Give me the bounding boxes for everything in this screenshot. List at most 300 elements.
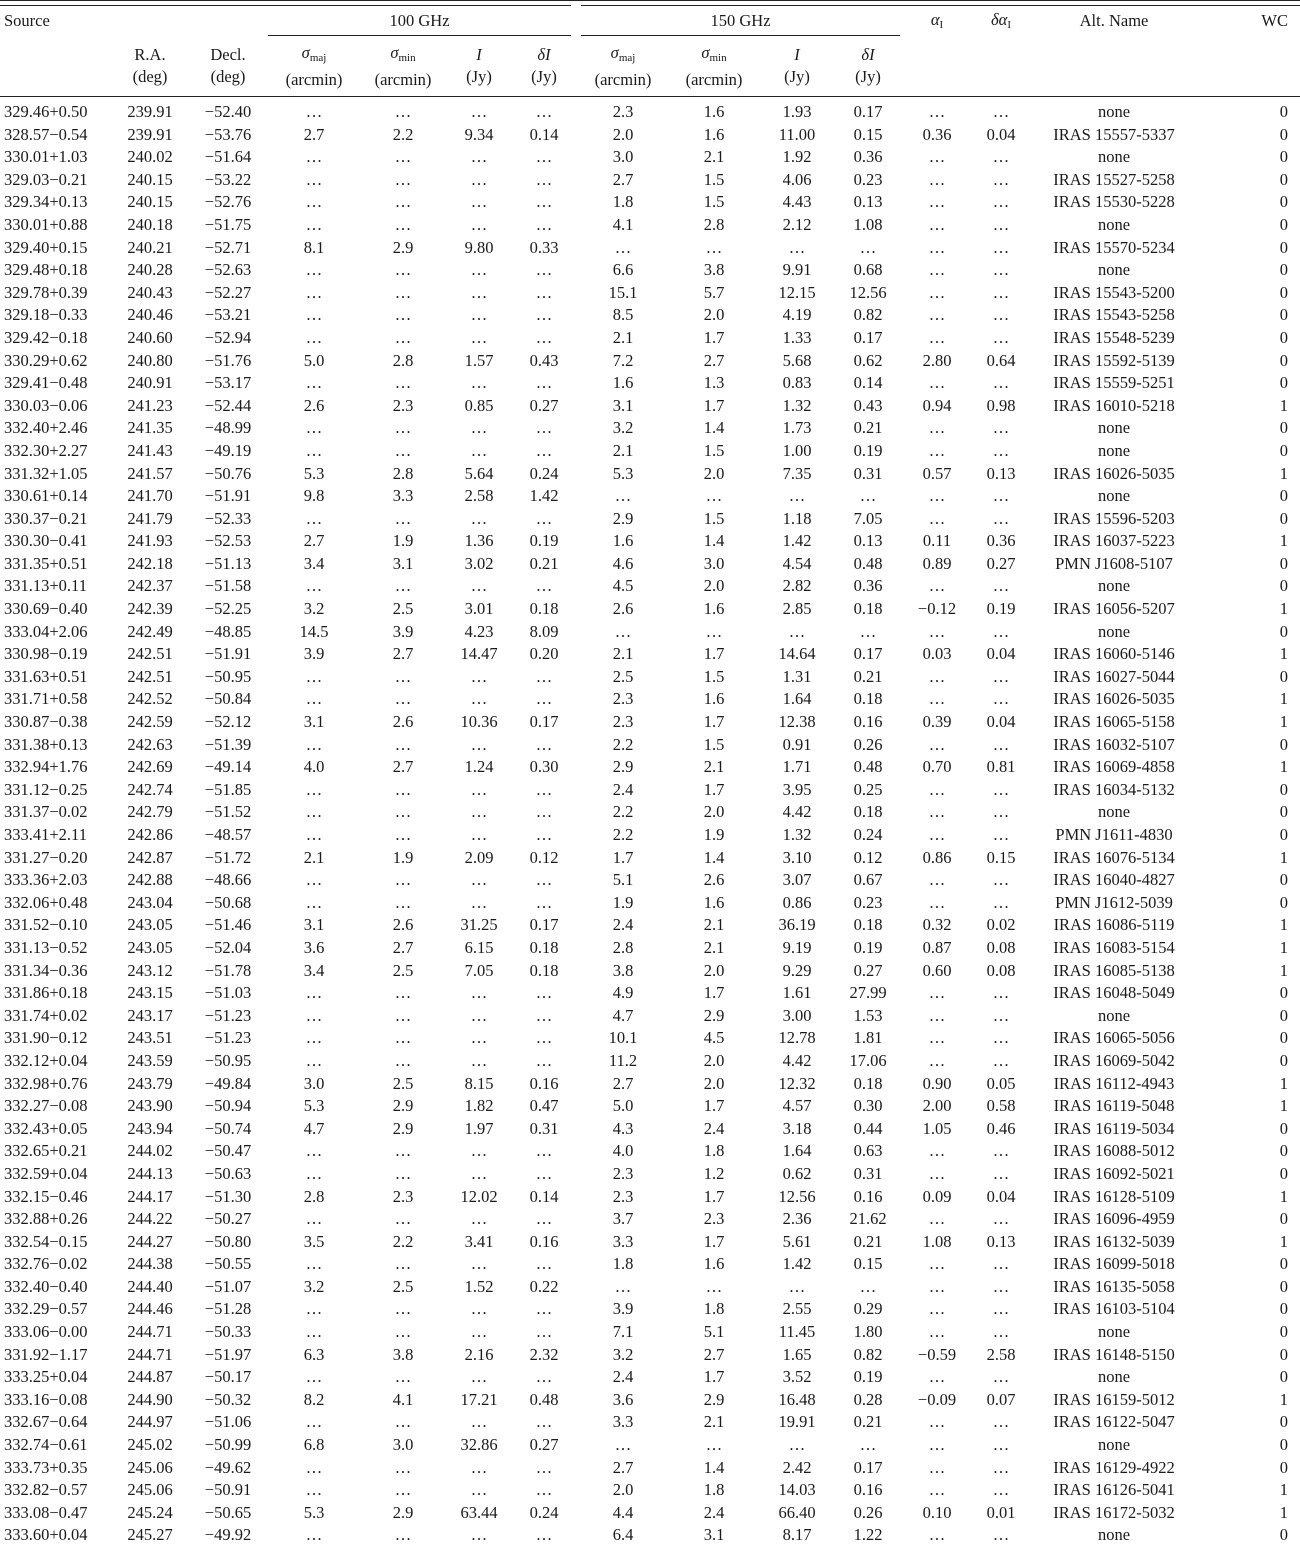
cell-150-flux: 11.45: [778, 1322, 816, 1342]
cell-wc: 1: [1279, 689, 1288, 709]
cell-alpha: …: [928, 418, 946, 438]
cell-wc: 0: [1279, 1367, 1288, 1387]
cell-100-sigma-maj: …: [305, 373, 323, 393]
cell-ra: 241.79: [127, 508, 173, 528]
table-row: [0, 1524, 1300, 1547]
cell-150-sigma-min: 4.5: [703, 1028, 725, 1048]
cell-150-dflux: 0.21: [853, 666, 883, 686]
cell-150-flux: 1.64: [782, 1141, 812, 1161]
cell-150-sigma-min: 1.9: [703, 825, 725, 844]
cell-wc: 0: [1279, 508, 1288, 528]
cell-alpha: 0.39: [922, 712, 952, 732]
cell-150-sigma-maj: 2.7: [612, 1457, 634, 1477]
cell-alpha: …: [928, 102, 946, 121]
table-row: [0, 259, 1300, 282]
table-row: [0, 485, 1300, 508]
cell-alpha: …: [928, 1322, 946, 1342]
cell-100-sigma-min: …: [394, 892, 412, 912]
cell-source: 331.90−0.12: [4, 1028, 88, 1048]
cell-150-sigma-maj: 15.1: [608, 282, 638, 302]
cell-alt-name: IRAS 16010-5218: [1053, 395, 1175, 415]
cell-100-sigma-maj: …: [305, 802, 323, 822]
table-row: [0, 960, 1300, 983]
cell-dec: −50.91: [204, 1480, 252, 1500]
cell-150-flux: 12.32: [778, 1073, 816, 1093]
cell-100-flux: 12.02: [460, 1186, 498, 1206]
cell-100-sigma-min: 2.8: [392, 463, 414, 483]
cell-100-sigma-maj: 3.1: [303, 712, 325, 732]
cell-alpha: …: [928, 169, 946, 189]
cell-150-sigma-maj: 3.0: [612, 147, 634, 167]
cell-alt-name: IRAS 16027-5044: [1053, 666, 1175, 686]
cell-dalpha: 0.04: [986, 644, 1016, 664]
cell-100-flux: …: [470, 734, 488, 754]
cell-dalpha: …: [992, 373, 1010, 393]
cell-wc: 0: [1279, 1254, 1288, 1274]
cell-100-flux: …: [470, 418, 488, 438]
cell-alpha: …: [928, 1050, 946, 1070]
cell-100-dflux: …: [535, 666, 553, 686]
cell-ra: 243.51: [127, 1028, 173, 1048]
cell-source: 333.41+2.11: [4, 825, 87, 844]
cell-alpha: 0.87: [922, 937, 952, 957]
cell-100-flux: …: [470, 440, 488, 460]
cell-100-sigma-min: …: [394, 734, 412, 754]
cell-150-sigma-maj: 3.3: [612, 1412, 634, 1432]
cell-alpha: …: [928, 192, 946, 212]
cell-100-flux: 3.41: [464, 1231, 494, 1251]
table-row: [0, 1479, 1300, 1502]
cell-100-sigma-maj: …: [305, 983, 323, 1003]
cell-dec: −50.63: [204, 1163, 252, 1183]
cell-150-dflux: 0.12: [853, 847, 883, 867]
cell-dalpha: 0.08: [986, 937, 1016, 957]
cell-150-sigma-maj: 2.3: [612, 712, 634, 732]
cell-wc: 0: [1279, 440, 1288, 460]
cell-100-dflux: 0.17: [529, 915, 559, 935]
cell-wc: 1: [1279, 712, 1288, 732]
cell-alpha: …: [928, 1254, 946, 1274]
cell-dalpha: …: [992, 1457, 1010, 1477]
cell-150-sigma-maj: 4.1: [612, 214, 634, 234]
cell-100-sigma-min: 3.3: [392, 486, 414, 506]
cell-150-flux: 14.64: [778, 644, 816, 664]
cell-150-sigma-min: 2.3: [703, 1209, 725, 1229]
cell-100-flux: 2.09: [464, 847, 494, 867]
cell-100-flux: …: [470, 1367, 488, 1387]
cell-ra: 240.02: [127, 147, 173, 167]
cell-100-dflux: 1.42: [529, 486, 559, 506]
cell-150-flux: 9.91: [782, 260, 812, 280]
cell-ra: 244.17: [127, 1186, 173, 1206]
cell-ra: 242.79: [127, 802, 173, 822]
cell-dec: −49.84: [204, 1073, 252, 1093]
cell-100-sigma-min: 2.6: [392, 712, 414, 732]
cell-alt-name: IRAS 15596-5203: [1053, 508, 1175, 528]
cell-source: 332.15−0.46: [4, 1186, 88, 1206]
cell-100-flux: 63.44: [460, 1502, 498, 1522]
cell-100-sigma-min: 2.5: [392, 1276, 414, 1296]
cell-100-sigma-min: …: [394, 1005, 412, 1025]
cell-100-dflux: …: [535, 576, 553, 596]
cell-source: 333.36+2.03: [4, 870, 88, 890]
cell-alpha: …: [928, 779, 946, 799]
cell-150-flux: 16.48: [778, 1389, 816, 1409]
cell-source: 332.67−0.64: [4, 1412, 88, 1432]
cell-150-dflux: 0.48: [853, 757, 883, 777]
cell-source: 331.63+0.51: [4, 666, 88, 686]
cell-100-sigma-min: 3.8: [392, 1344, 414, 1364]
cell-150-dflux: 21.62: [849, 1209, 887, 1229]
cell-100-sigma-maj: 3.2: [303, 1276, 325, 1296]
cell-alt-name: IRAS 16122-5047: [1053, 1412, 1175, 1432]
cell-alt-name: IRAS 16069-5042: [1053, 1050, 1175, 1070]
cell-ra: 245.27: [127, 1525, 173, 1545]
cell-100-sigma-min: 1.9: [392, 531, 414, 551]
cell-dalpha: …: [992, 1005, 1010, 1025]
cell-dalpha: …: [992, 169, 1010, 189]
cell-100-sigma-min: …: [394, 802, 412, 822]
cell-150-dflux: 0.36: [853, 576, 883, 596]
cell-150-sigma-maj: 3.7: [612, 1209, 634, 1229]
cell-ra: 242.51: [127, 666, 173, 686]
cell-150-sigma-min: 3.8: [703, 260, 725, 280]
cell-dec: −51.91: [204, 486, 252, 506]
cell-150-sigma-maj: 2.0: [612, 124, 634, 144]
cell-source: 330.69−0.40: [4, 599, 88, 619]
cell-alt-name: PMN J1611-4830: [1055, 825, 1173, 844]
cell-wc: 1: [1279, 1480, 1288, 1500]
cell-dec: −51.06: [204, 1412, 252, 1432]
cell-alt-name: IRAS 16119-5048: [1053, 1096, 1175, 1116]
cell-100-dflux: 0.24: [529, 1502, 559, 1522]
cell-alt-name: none: [1097, 1005, 1131, 1025]
cell-dalpha: 0.81: [986, 757, 1016, 777]
cell-100-sigma-maj: …: [305, 1050, 323, 1070]
cell-source: 331.52−0.10: [4, 915, 88, 935]
cell-source: 329.03−0.21: [4, 169, 88, 189]
cell-dalpha: …: [992, 1525, 1010, 1545]
cell-source: 333.04+2.06: [4, 621, 88, 641]
cell-alt-name: none: [1097, 802, 1131, 822]
cell-150-flux: 11.00: [778, 124, 816, 144]
cell-dec: −51.64: [204, 147, 252, 167]
cell-100-dflux: 0.27: [529, 1435, 559, 1455]
cell-150-sigma-min: 1.5: [703, 508, 725, 528]
cell-wc: 0: [1279, 1005, 1288, 1025]
cell-100-flux: …: [470, 870, 488, 890]
cell-150-sigma-min: 2.8: [703, 214, 725, 234]
cell-100-flux: …: [470, 1209, 488, 1229]
cell-150-sigma-maj: 10.1: [608, 1028, 638, 1048]
cell-100-dflux: 0.19: [529, 531, 559, 551]
cell-source: 330.01+0.88: [4, 214, 88, 234]
cell-100-flux: 17.21: [460, 1389, 498, 1409]
cell-100-sigma-maj: …: [305, 1412, 323, 1432]
cell-150-sigma-maj: 3.9: [612, 1299, 634, 1319]
cell-150-dflux: 0.43: [853, 395, 883, 415]
cell-150-dflux: 0.18: [853, 1073, 883, 1093]
cell-100-sigma-maj: …: [305, 1254, 323, 1274]
cell-150-sigma-maj: 1.8: [612, 192, 634, 212]
cell-100-sigma-min: 2.5: [392, 599, 414, 619]
cell-150-flux: 2.36: [782, 1209, 812, 1229]
cell-100-dflux: …: [535, 1141, 553, 1161]
cell-150-flux: 1.65: [782, 1344, 812, 1364]
cell-100-sigma-min: …: [394, 192, 412, 212]
cell-dalpha: …: [992, 260, 1010, 280]
cell-100-sigma-maj: …: [305, 734, 323, 754]
cell-100-flux: …: [470, 373, 488, 393]
cell-100-sigma-min: 2.3: [392, 1186, 414, 1206]
cell-100-sigma-min: …: [394, 983, 412, 1003]
cell-100-dflux: …: [535, 327, 553, 347]
cell-150-sigma-min: 2.0: [703, 1073, 725, 1093]
cell-wc: 0: [1279, 825, 1288, 844]
cell-150-dflux: 0.19: [853, 937, 883, 957]
cell-100-flux: …: [470, 327, 488, 347]
cell-150-dflux: 0.48: [853, 553, 883, 573]
cell-100-dflux: 0.18: [529, 599, 559, 619]
cell-150-sigma-min: 1.7: [703, 1367, 725, 1387]
cell-100-sigma-min: …: [394, 1412, 412, 1432]
cell-150-dflux: 0.24: [853, 825, 883, 844]
cell-100-dflux: …: [535, 260, 553, 280]
cell-150-sigma-min: 1.5: [703, 734, 725, 754]
table-row: [0, 1027, 1300, 1050]
cell-alt-name: IRAS 16096-4959: [1053, 1209, 1175, 1229]
cell-150-dflux: …: [859, 237, 877, 257]
cell-dec: −50.55: [204, 1254, 252, 1274]
cell-100-sigma-min: …: [394, 214, 412, 234]
cell-100-sigma-min: …: [394, 305, 412, 325]
cell-100-sigma-maj: …: [305, 1299, 323, 1319]
cell-100-sigma-maj: …: [305, 892, 323, 912]
cell-150-sigma-min: 2.0: [703, 305, 725, 325]
cell-150-sigma-min: 2.0: [703, 576, 725, 596]
cell-wc: 0: [1279, 892, 1288, 912]
cell-wc: 0: [1279, 779, 1288, 799]
cell-100-dflux: 0.14: [529, 124, 559, 144]
cell-100-dflux: …: [535, 892, 553, 912]
cell-150-flux: 1.33: [782, 327, 812, 347]
cell-100-dflux: …: [535, 440, 553, 460]
cell-source: 332.65+0.21: [4, 1141, 88, 1161]
cell-source: 331.12−0.25: [4, 779, 88, 799]
cell-150-sigma-min: 2.1: [703, 1412, 725, 1432]
cell-150-dflux: 0.21: [853, 1412, 883, 1432]
cell-dec: −52.27: [204, 282, 252, 302]
cell-100-flux: 2.16: [464, 1344, 494, 1364]
cell-100-sigma-maj: 3.5: [303, 1231, 325, 1251]
cell-dec: −51.78: [204, 960, 252, 980]
cell-dalpha: …: [992, 305, 1010, 325]
cell-100-sigma-maj: …: [305, 282, 323, 302]
cell-100-flux: …: [470, 1322, 488, 1342]
cell-150-dflux: 0.29: [853, 1299, 883, 1319]
table-row: [0, 1411, 1300, 1434]
cell-alt-name: IRAS 16032-5107: [1053, 734, 1175, 754]
cell-source: 331.92−1.17: [4, 1344, 88, 1364]
cell-150-sigma-maj: 7.2: [612, 350, 634, 370]
cell-source: 332.27−0.08: [4, 1096, 88, 1116]
cell-150-flux: 1.93: [782, 102, 812, 121]
cell-alpha: …: [928, 892, 946, 912]
cell-100-sigma-maj: 3.9: [303, 644, 325, 664]
cell-dalpha: 0.05: [986, 1073, 1016, 1093]
cell-wc: 0: [1279, 1525, 1288, 1545]
cell-alt-name: IRAS 16099-5018: [1053, 1254, 1175, 1274]
cell-100-sigma-min: 1.9: [392, 847, 414, 867]
cell-100-sigma-maj: 2.6: [303, 395, 325, 415]
table-row: [0, 1231, 1300, 1254]
cell-100-flux: …: [470, 666, 488, 686]
cell-source: 332.74−0.61: [4, 1435, 88, 1455]
cell-dalpha: …: [992, 486, 1010, 506]
cell-wc: 0: [1279, 1050, 1288, 1070]
cell-dec: −50.94: [204, 1096, 252, 1116]
cell-100-dflux: 0.17: [529, 712, 559, 732]
cell-150-flux: 0.83: [782, 373, 812, 393]
cell-ra: 242.87: [127, 847, 173, 867]
cell-150-dflux: 0.31: [853, 1163, 883, 1183]
cell-ra: 243.12: [127, 960, 173, 980]
cell-100-dflux: …: [535, 1209, 553, 1229]
cell-ra: 243.04: [127, 892, 173, 912]
cell-dec: −48.66: [204, 870, 252, 890]
cell-100-dflux: …: [535, 734, 553, 754]
col-wc-header: WC: [1261, 10, 1288, 30]
cell-dec: −52.12: [204, 712, 252, 732]
cell-150-flux: …: [788, 1276, 806, 1296]
cell-150-sigma-maj: 4.3: [612, 1118, 634, 1138]
cell-source: 330.03−0.06: [4, 395, 88, 415]
cell-150-sigma-maj: 3.1: [612, 395, 634, 415]
cell-150-sigma-maj: 3.8: [612, 960, 634, 980]
cell-100-sigma-maj: 4.7: [303, 1118, 325, 1138]
cell-100-sigma-maj: …: [305, 1163, 323, 1183]
cell-ra: 242.39: [127, 599, 173, 619]
cell-alpha: …: [928, 983, 946, 1003]
cell-source: 331.27−0.20: [4, 847, 88, 867]
table-row: [0, 146, 1300, 169]
cell-150-flux: 19.91: [778, 1412, 816, 1432]
cell-100-dflux: …: [535, 192, 553, 212]
cell-source: 332.59+0.04: [4, 1163, 88, 1183]
cell-100-sigma-min: 2.3: [392, 395, 414, 415]
table-row: [0, 327, 1300, 350]
cell-150-sigma-min: 3.1: [703, 1525, 725, 1545]
table-row: [0, 621, 1300, 644]
cell-alt-name: IRAS 16103-5104: [1053, 1299, 1175, 1319]
cell-100-sigma-maj: 9.8: [303, 486, 325, 506]
cell-100-sigma-min: 3.0: [392, 1435, 414, 1455]
cell-150-sigma-maj: 6.4: [612, 1525, 634, 1545]
table-row: [0, 869, 1300, 892]
cell-dalpha: 0.01: [986, 1502, 1016, 1522]
cell-source: 329.42−0.18: [4, 327, 88, 347]
cell-100-dflux: …: [535, 282, 553, 302]
cell-source: 330.98−0.19: [4, 644, 88, 664]
cell-100-flux: 32.86: [460, 1435, 498, 1455]
cell-source: 331.13−0.52: [4, 937, 88, 957]
cell-dec: −51.46: [204, 915, 252, 935]
cell-150-dflux: 0.18: [853, 599, 883, 619]
cell-ra: 242.51: [127, 644, 173, 664]
cell-dalpha: 0.15: [986, 847, 1016, 867]
cell-ra: 244.02: [127, 1141, 173, 1161]
table-row: [0, 1321, 1300, 1344]
cell-150-flux: 1.64: [782, 689, 812, 709]
cell-alt-name: IRAS 16076-5134: [1053, 847, 1175, 867]
cell-150-flux: 9.29: [782, 960, 812, 980]
table-row: [0, 1434, 1300, 1457]
cell-wc: 0: [1279, 1141, 1288, 1161]
col-dalpha-header: $\delta\alpha_I$: [990, 10, 1011, 32]
cell-ra: 242.74: [127, 779, 173, 799]
cell-dec: −50.74: [204, 1118, 252, 1138]
cell-150-flux: 4.19: [782, 305, 812, 325]
cell-100-sigma-min: …: [394, 418, 412, 438]
cell-150-sigma-min: 1.6: [703, 1254, 725, 1274]
cell-dec: −50.95: [204, 666, 252, 686]
col-dec-header: Decl. (deg): [210, 44, 246, 86]
cell-100-dflux: …: [535, 169, 553, 189]
cell-100-sigma-maj: …: [305, 1367, 323, 1387]
cell-dalpha: …: [992, 1367, 1010, 1387]
table-row: [0, 417, 1300, 440]
cell-100-flux: 1.97: [464, 1118, 494, 1138]
cell-100-dflux: …: [535, 508, 553, 528]
cell-150-sigma-maj: 2.9: [612, 757, 634, 777]
cell-150-dflux: 0.62: [853, 350, 883, 370]
cell-100-dflux: 8.09: [529, 621, 559, 641]
cell-100-sigma-maj: 2.8: [303, 1186, 325, 1206]
cell-150-dflux: 0.17: [853, 1457, 883, 1477]
cell-100-sigma-min: …: [394, 440, 412, 460]
cell-150-flux: 12.78: [778, 1028, 816, 1048]
cell-100-dflux: 0.43: [529, 350, 559, 370]
cell-dalpha: …: [992, 1480, 1010, 1500]
cell-150-flux: 3.07: [782, 870, 812, 890]
cell-wc: 0: [1279, 734, 1288, 754]
cell-dec: −52.94: [204, 327, 252, 347]
cell-150-dflux: 0.17: [853, 102, 883, 121]
cell-150-dflux: 27.99: [849, 983, 887, 1003]
cell-dalpha: 0.08: [986, 960, 1016, 980]
cell-150-sigma-min: …: [705, 621, 723, 641]
cell-source: 330.30−0.41: [4, 531, 88, 551]
cell-dec: −51.23: [204, 1005, 252, 1025]
cell-100-flux: …: [470, 1480, 488, 1500]
cell-100-sigma-maj: …: [305, 1005, 323, 1025]
table-row: [0, 463, 1300, 486]
cell-100-sigma-maj: 3.4: [303, 960, 325, 980]
cell-150-dflux: 0.23: [853, 169, 883, 189]
table-row: [0, 937, 1300, 960]
cell-100-flux: …: [470, 102, 488, 121]
cell-ra: 242.52: [127, 689, 173, 709]
cell-dalpha: 0.27: [986, 553, 1016, 573]
cell-100-flux: 14.47: [460, 644, 498, 664]
cell-dec: −51.07: [204, 1276, 252, 1296]
cell-100-dflux: …: [535, 1005, 553, 1025]
cell-source: 330.61+0.14: [4, 486, 88, 506]
cell-150-sigma-maj: 3.6: [612, 1389, 634, 1409]
cell-150-flux: 0.86: [782, 892, 812, 912]
col-alt-name-header: Alt. Name: [1079, 10, 1149, 30]
table-row: [0, 1457, 1300, 1480]
